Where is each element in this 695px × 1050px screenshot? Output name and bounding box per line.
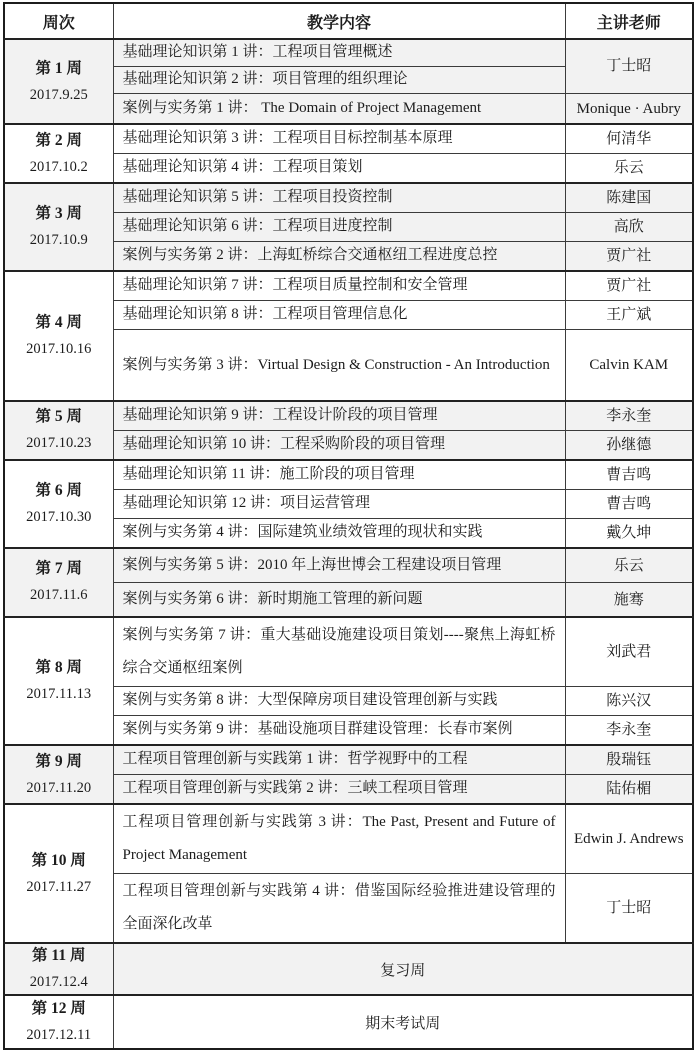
- week-cell: [4, 745, 113, 804]
- teacher-cell: 刘武君: [565, 617, 693, 687]
- header-teacher: 主讲老师: [565, 3, 693, 39]
- table-row: [4, 995, 693, 1049]
- week-label: 第 1 周: [35, 59, 82, 77]
- lecture-cell: 案例与实务第 2 讲：上海虹桥综合交通枢纽工程进度总控: [113, 242, 565, 272]
- lecture-cell: 基础理论知识第 5 讲：工程项目投资控制: [113, 183, 565, 213]
- teacher-cell: 何清华: [565, 124, 693, 154]
- table-row: [4, 39, 693, 66]
- table-row: [4, 804, 693, 874]
- table-row: [4, 401, 693, 431]
- lecture-cell: 案例与实务第 8 讲：大型保障房项目建设管理创新与实践: [113, 686, 565, 715]
- lecture-cell: 基础理论知识第 6 讲：工程项目进度控制: [113, 213, 565, 242]
- week-cell: [4, 271, 113, 401]
- lecture-cell: 工程项目管理创新与实践第 2 讲：三峡工程项目管理: [113, 775, 565, 805]
- week-note-cell: 复习周: [113, 943, 693, 995]
- lecture-cell: 基础理论知识第 2 讲：项目管理的组织理论: [113, 66, 565, 93]
- week-label: 第 9 周: [35, 752, 82, 770]
- teacher-cell: Edwin J. Andrews: [565, 804, 693, 874]
- lecture-cell: 工程项目管理创新与实践第 4 讲：借鉴国际经验推进建设管理的全面深化改革: [113, 874, 565, 944]
- lecture-cell: 基础理论知识第 1 讲：工程项目管理概述: [113, 39, 565, 66]
- lecture-cell: 案例与实务第 5 讲：2010 年上海世博会工程建设项目管理: [113, 548, 565, 583]
- week-label: 第 2 周: [35, 131, 82, 149]
- lecture-cell: 基础理论知识第 7 讲：工程项目质量控制和安全管理: [113, 271, 565, 301]
- week-label: 第 7 周: [35, 560, 82, 578]
- lecture-cell: 案例与实务第 4 讲：国际建筑业绩效管理的现状和实践: [113, 518, 565, 548]
- week-date: 2017.11.6: [30, 587, 88, 604]
- lecture-cell: 案例与实务第 9 讲：基础设施项目群建设管理：长春市案例: [113, 715, 565, 745]
- week-cell: [4, 460, 113, 548]
- week-label: 第 11 周: [32, 947, 86, 965]
- teacher-cell: 贾广社: [565, 271, 693, 301]
- table-row: [4, 943, 693, 995]
- teacher-cell: 施骞: [565, 583, 693, 617]
- teacher-cell: 丁士昭: [565, 39, 693, 93]
- teacher-cell: Calvin KAM: [565, 330, 693, 401]
- table-row: [4, 617, 693, 687]
- teacher-cell: 曹吉鸣: [565, 489, 693, 518]
- teacher-cell: 陈兴汉: [565, 686, 693, 715]
- lecture-cell: 案例与实务第 6 讲：新时期施工管理的新问题: [113, 583, 565, 617]
- lecture-cell: 工程项目管理创新与实践第 1 讲：哲学视野中的工程: [113, 745, 565, 775]
- week-label: 第 8 周: [35, 659, 82, 676]
- teacher-cell: 李永奎: [565, 401, 693, 431]
- header-row: [4, 3, 693, 39]
- week-cell: [4, 124, 113, 183]
- week-cell: [4, 995, 113, 1049]
- week-cell: [4, 401, 113, 460]
- week-label: 第 4 周: [35, 314, 82, 331]
- teacher-cell: 曹吉鸣: [565, 460, 693, 490]
- lecture-cell: 工程项目管理创新与实践第 3 讲：The Past, Present and Future of Project Management: [113, 804, 565, 874]
- header-week: 周次: [4, 3, 113, 39]
- lecture-cell: 基础理论知识第 11 讲：施工阶段的项目管理: [113, 460, 565, 490]
- lecture-cell: 基础理论知识第 9 讲：工程设计阶段的项目管理: [113, 401, 565, 431]
- teacher-cell: 殷瑞钰: [565, 745, 693, 775]
- week-cell: [4, 617, 113, 746]
- week-date: 2017.11.27: [26, 878, 92, 895]
- week-cell: [4, 39, 113, 124]
- week-date: 2017.10.16: [26, 341, 92, 358]
- lecture-cell: 案例与实务第 7 讲：重大基础设施建设项目策划----聚焦上海虹桥综合交通枢纽案例: [113, 617, 565, 687]
- week-cell: [4, 183, 113, 271]
- teacher-cell: 孙继德: [565, 430, 693, 460]
- table-row: [4, 745, 693, 775]
- lecture-cell: 基础理论知识第 10 讲：工程采购阶段的项目管理: [113, 430, 565, 460]
- table-row: [4, 124, 693, 154]
- week-date: 2017.10.2: [29, 158, 88, 175]
- course-schedule-table: [3, 2, 694, 1050]
- table-row: [4, 460, 693, 490]
- table-row: [4, 271, 693, 301]
- lecture-cell: 基础理论知识第 12 讲：项目运营管理: [113, 489, 565, 518]
- teacher-cell: 戴久坤: [565, 518, 693, 548]
- week-date: 2017.10.9: [29, 232, 88, 249]
- week-date: 2017.11.20: [26, 779, 92, 796]
- teacher-cell: Monique · Aubry: [565, 93, 693, 124]
- lecture-cell: 基础理论知识第 3 讲：工程项目目标控制基本原理: [113, 124, 565, 154]
- teacher-cell: 高欣: [565, 213, 693, 242]
- teacher-cell: 乐云: [565, 154, 693, 184]
- lecture-cell: 案例与实务第 1 讲： The Domain of Project Management: [113, 93, 565, 124]
- week-date: 2017.11.13: [26, 686, 92, 703]
- teacher-cell: 王广斌: [565, 301, 693, 330]
- week-cell: [4, 548, 113, 617]
- table-row: [4, 548, 693, 583]
- week-label: 第 5 周: [35, 408, 82, 426]
- teacher-cell: 贾广社: [565, 242, 693, 272]
- teacher-cell: 陈建国: [565, 183, 693, 213]
- teacher-cell: 丁士昭: [565, 874, 693, 944]
- header-content: 教学内容: [113, 3, 565, 39]
- week-note-cell: 期末考试周: [113, 995, 693, 1049]
- teacher-cell: 陆佑楣: [565, 775, 693, 805]
- week-date: 2017.9.25: [29, 86, 88, 103]
- week-label: 第 6 周: [35, 481, 82, 499]
- week-cell: [4, 943, 113, 995]
- week-date: 2017.12.4: [29, 974, 88, 991]
- teacher-cell: 李永奎: [565, 715, 693, 745]
- lecture-cell: 基础理论知识第 8 讲：工程项目管理信息化: [113, 301, 565, 330]
- week-label: 第 3 周: [35, 205, 82, 223]
- lecture-cell: 案例与实务第 3 讲：Virtual Design & Construction - An Introduction: [113, 330, 565, 401]
- week-date: 2017.12.11: [26, 1027, 92, 1044]
- teacher-cell: 乐云: [565, 548, 693, 583]
- week-label: 第 10 周: [31, 851, 86, 869]
- week-date: 2017.10.30: [26, 508, 92, 525]
- table-row: [4, 183, 693, 213]
- week-cell: [4, 804, 113, 943]
- week-date: 2017.10.23: [26, 435, 92, 452]
- week-label: 第 12 周: [31, 1000, 86, 1018]
- lecture-cell: 基础理论知识第 4 讲：工程项目策划: [113, 154, 565, 184]
